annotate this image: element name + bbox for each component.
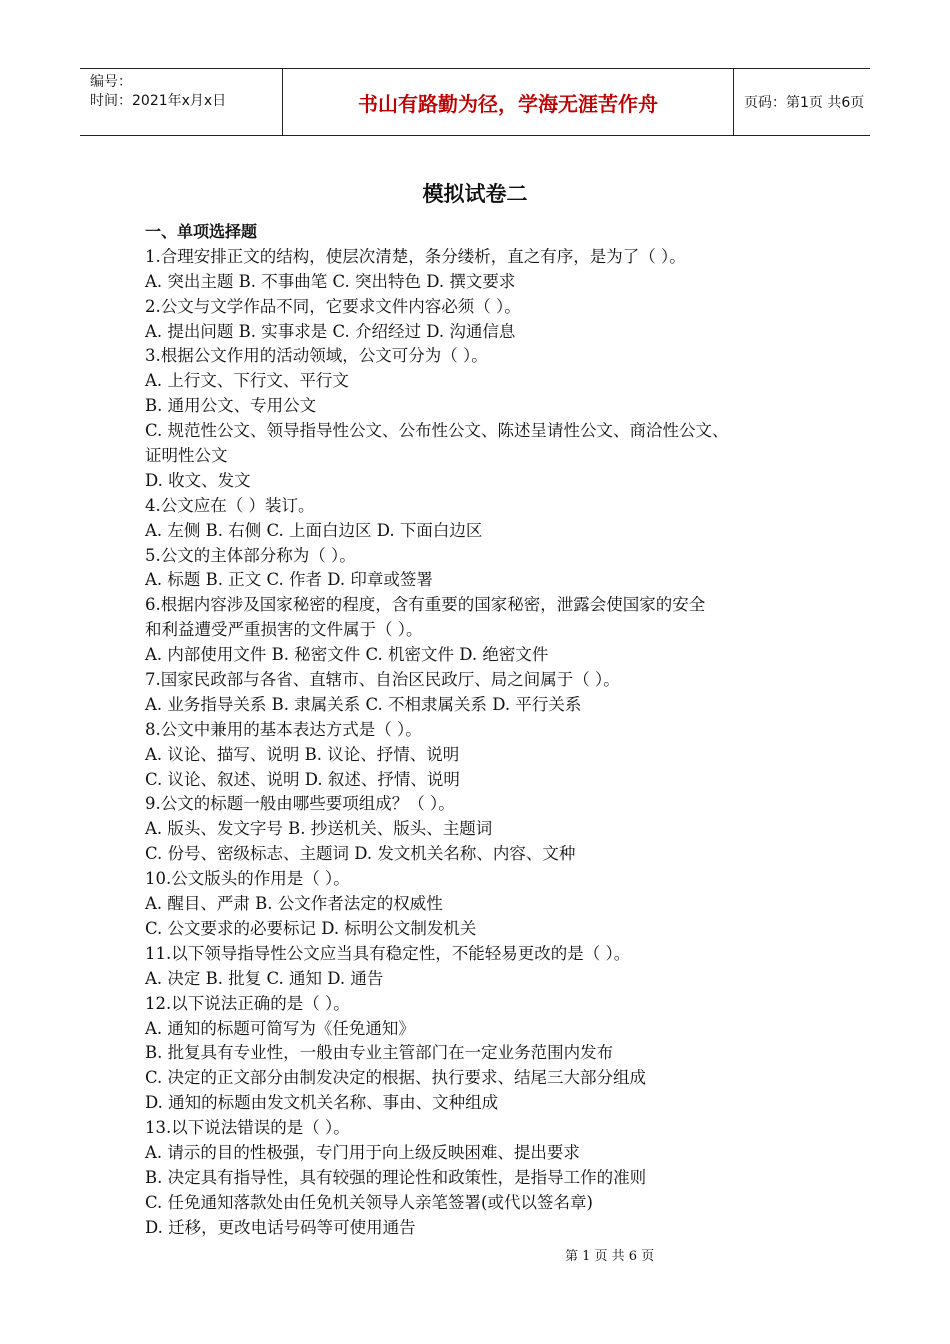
text-line: C. 任免通知落款处由任免机关领导人亲笔签署(或代以签名章) xyxy=(145,1192,593,1212)
text-line: 1.合理安排正文的结构，使层次清楚，条分缕析，直之有序，是为了（ ）。 xyxy=(145,246,686,266)
text-line: A. 突出主题 B. 不事曲笔 C. 突出特色 D. 撰文要求 xyxy=(145,271,516,291)
header-motto: 书山有路勤为径，学海无涯苦作舟 xyxy=(282,69,734,135)
text-line: C. 决定的正文部分由制发决定的根据、执行要求、结尾三大部分组成 xyxy=(145,1068,647,1088)
text-line: B. 批复具有专业性，一般由专业主管部门在一定业务范围内发布 xyxy=(145,1043,614,1063)
header-meta xyxy=(80,69,282,135)
text-line: 3.根据公文作用的活动领域，公文可分为（ ）。 xyxy=(145,346,488,366)
page-header xyxy=(80,68,870,136)
text-line: A. 提出问题 B. 实事求是 C. 介绍经过 D. 沟通信息 xyxy=(145,321,516,341)
text-line: A. 标题 B. 正文 C. 作者 D. 印章或签署 xyxy=(145,570,433,590)
text-line: B. 通用公文、专用公文 xyxy=(145,396,317,416)
text-line: 6.根据内容涉及国家秘密的程度，含有重要的国家秘密，泄露会使国家的安全 xyxy=(145,595,706,615)
text-line: C. 规范性公文、领导指导性公文、公布性公文、陈述呈请性公文、商洽性公文、 xyxy=(145,421,729,441)
text-line: A. 内部使用文件 B. 秘密文件 C. 机密文件 D. 绝密文件 xyxy=(145,645,549,665)
text-line: 7.国家民政部与各省、直辖市、自治区民政厅、局之间属于（ ）。 xyxy=(145,670,620,690)
text-line: A. 醒目、严肃 B. 公文作者法定的权威性 xyxy=(145,894,443,914)
text-line: A. 版头、发文字号 B. 抄送机关、版头、主题词 xyxy=(145,819,493,839)
text-line: A. 议论、描写、说明 B. 议论、抒情、说明 xyxy=(145,744,460,764)
text-line: C. 议论、叙述、说明 D. 叙述、抒情、说明 xyxy=(145,769,460,789)
text-line: A. 上行文、下行文、平行文 xyxy=(145,371,349,391)
question-list xyxy=(145,245,845,1241)
text-line: D. 通知的标题由发文机关名称、事由、文种组成 xyxy=(145,1093,499,1113)
text-line: A. 决定 B. 批复 C. 通知 D. 通告 xyxy=(145,968,384,988)
text-line: C. 份号、密级标志、主题词 D. 发文机关名称、内容、文种 xyxy=(145,844,576,864)
text-line: 9.公文的标题一般由哪些要项组成？（ ）。 xyxy=(145,794,455,814)
text-line: 5.公文的主体部分称为（ ）。 xyxy=(145,545,356,565)
text-line: A. 通知的标题可简写为《任免通知》 xyxy=(145,1018,415,1038)
document-number-label: 编号： xyxy=(90,74,132,90)
text-line: A. 请示的目的性极强，专门用于向上级反映困难、提出要求 xyxy=(145,1142,580,1162)
text-line: 2.公文与文学作品不同，它要求文件内容必须（ ）。 xyxy=(145,296,521,316)
text-line: C. 公文要求的必要标记 D. 标明公文制发机关 xyxy=(145,918,477,938)
document-time-label: 时间：2021年x月x日 xyxy=(90,93,227,109)
text-line: 8.公文中兼用的基本表达方式是（ ）。 xyxy=(145,719,422,739)
text-line: 10.公文版头的作用是（ ）。 xyxy=(145,869,350,889)
text-line: 证明性公文 xyxy=(145,446,228,466)
text-line: 11.以下领导指导性公文应当具有稳定性，不能轻易更改的是（ ）。 xyxy=(145,943,631,963)
document-title: 模拟试卷二 xyxy=(422,182,528,206)
text-line: D. 迁移，更改电话号码等可使用通告 xyxy=(145,1217,416,1237)
header-page-info: 页码：第1页 共6页 xyxy=(744,95,865,111)
page-footer: 第 1 页 共 6 页 xyxy=(565,1249,655,1264)
text-line: 13.以下说法错误的是（ ）。 xyxy=(145,1118,350,1138)
text-line: 12.以下说法正确的是（ ）。 xyxy=(145,993,350,1013)
text-line: 和利益遭受严重损害的文件属于（ ）。 xyxy=(145,620,423,640)
text-line: A. 左侧 B. 右侧 C. 上面白边区 D. 下面白边区 xyxy=(145,520,483,540)
text-line: 4.公文应在（ ）装订。 xyxy=(145,495,315,515)
section-title: 一、单项选择题 xyxy=(145,222,258,241)
document-body xyxy=(145,220,845,1241)
text-line: B. 决定具有指导性，具有较强的理论性和政策性，是指导工作的准则 xyxy=(145,1167,647,1187)
text-line: A. 业务指导关系 B. 隶属关系 C. 不相隶属关系 D. 平行关系 xyxy=(145,694,582,714)
text-line: D. 收文、发文 xyxy=(145,470,251,490)
